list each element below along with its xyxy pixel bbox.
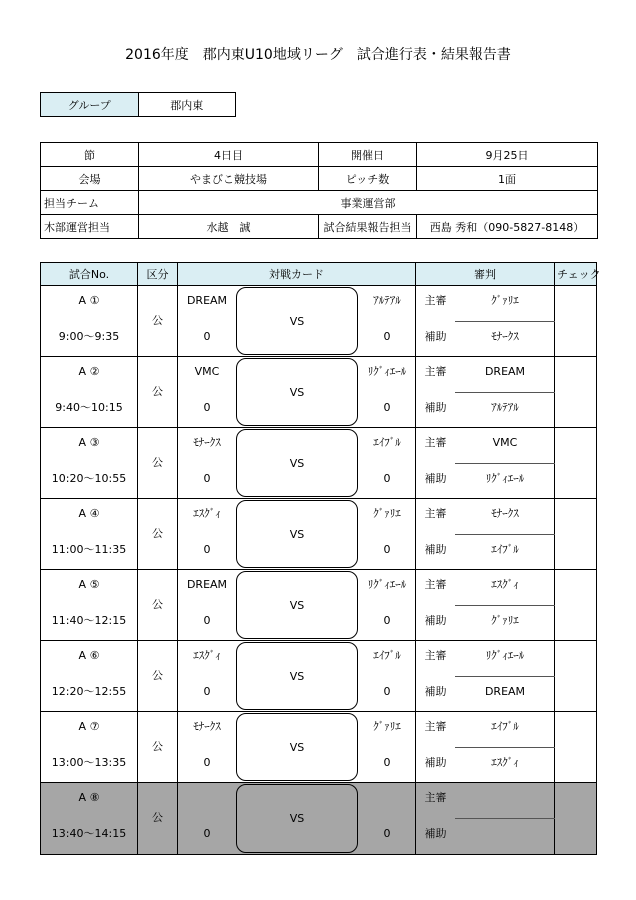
pitch-label: ピッチ数 (319, 167, 417, 191)
match-card-cell (178, 641, 416, 711)
main-referee-label: 主審 (424, 507, 447, 520)
check-cell (555, 499, 595, 569)
assistant-referee-label: 補助 (424, 756, 447, 769)
match-number-cell (41, 428, 138, 498)
home-team: VMC (194, 365, 220, 378)
match-number: A ④ (78, 507, 100, 520)
home-score: 0 (203, 401, 211, 414)
main-referee: VMC (492, 436, 518, 449)
referee-divider (455, 534, 555, 535)
info-row-staff (41, 215, 598, 239)
match-number: A ① (78, 294, 100, 307)
group-box (40, 92, 236, 117)
match-row (41, 357, 596, 428)
header-match-no: 試合No. (41, 263, 138, 285)
assistant-referee-label: 補助 (424, 401, 447, 414)
match-row (41, 499, 596, 570)
vs-label: VS (289, 812, 305, 825)
away-team: ｸﾞｧﾘｴ (373, 720, 401, 733)
assistant-referee-label: 補助 (424, 827, 447, 840)
match-time: 13:00～13:35 (51, 756, 127, 769)
match-number: A ⑥ (78, 649, 100, 662)
referee-divider (455, 676, 555, 677)
vs-box (236, 358, 358, 426)
assistant-referee: ﾘｸﾞｨｴｰﾙ (485, 472, 525, 485)
report-label: 試合結果報告担当 (319, 215, 417, 239)
assistant-referee: ｴｲﾌﾞﾙ (491, 543, 519, 556)
header-referee: 審判 (416, 263, 555, 285)
match-row (41, 570, 596, 641)
match-table-header (41, 263, 601, 286)
group-label: グループ (41, 93, 139, 116)
info-row-round (41, 143, 598, 167)
vs-box (236, 287, 358, 355)
assistant-referee-label: 補助 (424, 685, 447, 698)
match-card-cell (178, 570, 416, 640)
referee-cell (416, 499, 555, 569)
match-row (41, 712, 596, 783)
match-number-cell (41, 783, 138, 854)
referee-divider (455, 818, 555, 819)
referee-cell (416, 783, 555, 854)
match-card-cell (178, 357, 416, 427)
referee-cell (416, 428, 555, 498)
main-referee: ｴｽｸﾞｨ (491, 578, 519, 591)
match-number: A ③ (78, 436, 100, 449)
report-value: 西島 秀和（090-5827-8148） (417, 215, 598, 239)
header-match-card: 対戦カード (178, 263, 416, 285)
match-number-cell (41, 357, 138, 427)
info-row-team (41, 191, 598, 215)
match-number-cell (41, 286, 138, 356)
main-referee: ﾘｸﾞｨｴｰﾙ (485, 649, 525, 662)
match-number: A ⑤ (78, 578, 100, 591)
away-score: 0 (383, 330, 391, 343)
away-team: ｴｲﾌﾞﾙ (373, 436, 401, 449)
venue-value: やまびこ競技場 (139, 167, 319, 191)
date-value: 9月25日 (417, 143, 598, 167)
round-label: 節 (41, 143, 139, 167)
match-time: 10:20～10:55 (51, 472, 127, 485)
main-referee: ｸﾞｧﾘｴ (491, 294, 519, 307)
main-referee-label: 主審 (424, 294, 447, 307)
away-score: 0 (383, 401, 391, 414)
match-time: 11:00～11:35 (51, 543, 127, 556)
home-score: 0 (203, 827, 211, 840)
match-info-table (40, 142, 598, 239)
away-team: ｸﾞｧﾘｴ (373, 507, 401, 520)
away-team: ｱﾙﾃｱﾙ (373, 294, 401, 307)
referee-divider (455, 463, 555, 464)
header-category: 区分 (138, 263, 178, 285)
vs-box (236, 642, 358, 710)
referee-cell (416, 357, 555, 427)
home-team: ﾓﾅｰｸｽ (193, 720, 221, 733)
match-category: 公 (152, 385, 163, 398)
round-value: 4日目 (139, 143, 319, 167)
match-number: A ② (78, 365, 100, 378)
home-team: ｴｽｸﾞｨ (193, 649, 221, 662)
check-cell (555, 641, 595, 711)
match-number: A ⑦ (78, 720, 100, 733)
venue-label: 会場 (41, 167, 139, 191)
match-category: 公 (152, 811, 163, 824)
main-referee-label: 主審 (424, 791, 447, 804)
assistant-referee: DREAM (484, 685, 526, 698)
hq-value: 水越 誠 (139, 215, 319, 239)
referee-cell (416, 286, 555, 356)
match-category: 公 (152, 740, 163, 753)
vs-label: VS (289, 740, 305, 754)
group-value: 郡内東 (170, 98, 204, 112)
check-cell (555, 286, 595, 356)
home-score: 0 (203, 614, 211, 627)
pitch-value: 1面 (417, 167, 598, 191)
home-score: 0 (203, 472, 211, 485)
assistant-referee-label: 補助 (424, 614, 447, 627)
match-card-cell (178, 286, 416, 356)
away-score: 0 (383, 685, 391, 698)
assistant-referee: ｴｽｸﾞｨ (491, 756, 519, 769)
home-score: 0 (203, 685, 211, 698)
vs-box (236, 784, 358, 853)
category-cell (138, 428, 178, 498)
team-label: 担当チーム (41, 191, 139, 215)
match-card-cell (178, 499, 416, 569)
match-number-cell (41, 712, 138, 782)
home-team: ｴｽｸﾞｨ (193, 507, 221, 520)
referee-cell (416, 712, 555, 782)
home-score: 0 (203, 756, 211, 769)
category-cell (138, 499, 178, 569)
match-card-cell (178, 428, 416, 498)
main-referee: ｴｲﾌﾞﾙ (491, 720, 519, 733)
home-score: 0 (203, 543, 211, 556)
match-time: 9:00～9:35 (58, 330, 120, 343)
category-cell (138, 357, 178, 427)
match-number-cell (41, 499, 138, 569)
home-team: ﾓﾅｰｸｽ (193, 436, 221, 449)
away-score: 0 (383, 543, 391, 556)
referee-divider (455, 392, 555, 393)
check-cell (555, 428, 595, 498)
vs-box (236, 571, 358, 639)
team-value: 事業運営部 (139, 191, 598, 215)
match-number: A ⑧ (78, 791, 100, 804)
vs-label: VS (289, 598, 305, 612)
match-time: 12:20～12:55 (51, 685, 127, 698)
check-cell (555, 570, 595, 640)
away-score: 0 (383, 756, 391, 769)
main-referee-label: 主審 (424, 720, 447, 733)
vs-box (236, 713, 358, 781)
info-row-venue (41, 167, 598, 191)
main-referee-label: 主審 (424, 365, 447, 378)
assistant-referee-label: 補助 (424, 472, 447, 485)
hq-label: 木部運営担当 (41, 215, 139, 239)
match-category: 公 (152, 598, 163, 611)
vs-label: VS (289, 456, 305, 470)
match-number-cell (41, 570, 138, 640)
away-score: 0 (383, 614, 391, 627)
category-cell (138, 712, 178, 782)
check-cell (555, 712, 595, 782)
assistant-referee: ﾓﾅｰｸｽ (491, 330, 519, 343)
match-category: 公 (152, 527, 163, 540)
referee-divider (455, 605, 555, 606)
home-team: DREAM (186, 578, 228, 591)
home-team: DREAM (186, 294, 228, 307)
document-title: 2016年度 郡内東U10地域リーグ 試合進行表・結果報告書 (125, 47, 511, 63)
check-cell (555, 357, 595, 427)
header-check: チェック (557, 268, 601, 281)
match-row (41, 428, 596, 499)
assistant-referee: ｱﾙﾃｱﾙ (491, 401, 519, 414)
assistant-referee: ｸﾞｧﾘｴ (491, 614, 519, 627)
category-cell (138, 641, 178, 711)
category-cell (138, 783, 178, 854)
match-row (41, 286, 596, 357)
match-time: 9:40～10:15 (55, 401, 123, 414)
match-time: 11:40～12:15 (51, 614, 127, 627)
main-referee-label: 主審 (424, 649, 447, 662)
referee-divider (455, 321, 555, 322)
referee-divider (455, 747, 555, 748)
vs-label: VS (289, 669, 305, 683)
date-label: 開催日 (319, 143, 417, 167)
match-card-cell (178, 712, 416, 782)
vs-label: VS (289, 527, 305, 541)
main-referee-label: 主審 (424, 436, 447, 449)
match-category: 公 (152, 456, 163, 469)
match-row (41, 783, 596, 854)
away-score: 0 (383, 827, 391, 840)
match-schedule-table (40, 262, 601, 855)
main-referee: ﾓﾅｰｸｽ (491, 507, 519, 520)
vs-label: VS (289, 385, 305, 399)
away-team: ﾘｸﾞｨｴｰﾙ (367, 578, 407, 591)
away-score: 0 (383, 472, 391, 485)
assistant-referee-label: 補助 (424, 330, 447, 343)
check-cell (555, 783, 595, 854)
referee-cell (416, 641, 555, 711)
referee-cell (416, 570, 555, 640)
assistant-referee-label: 補助 (424, 543, 447, 556)
main-referee: DREAM (484, 365, 526, 378)
match-time: 13:40～14:15 (51, 827, 127, 840)
category-cell (138, 570, 178, 640)
vs-box (236, 500, 358, 568)
match-row (41, 641, 596, 712)
match-category: 公 (152, 669, 163, 682)
away-team: ﾘｸﾞｨｴｰﾙ (367, 365, 407, 378)
vs-label: VS (289, 314, 305, 328)
vs-box (236, 429, 358, 497)
match-number-cell (41, 641, 138, 711)
home-score: 0 (203, 330, 211, 343)
match-card-cell (178, 783, 416, 854)
main-referee-label: 主審 (424, 578, 447, 591)
away-team: ｴｲﾌﾞﾙ (373, 649, 401, 662)
match-category: 公 (152, 314, 163, 327)
category-cell (138, 286, 178, 356)
